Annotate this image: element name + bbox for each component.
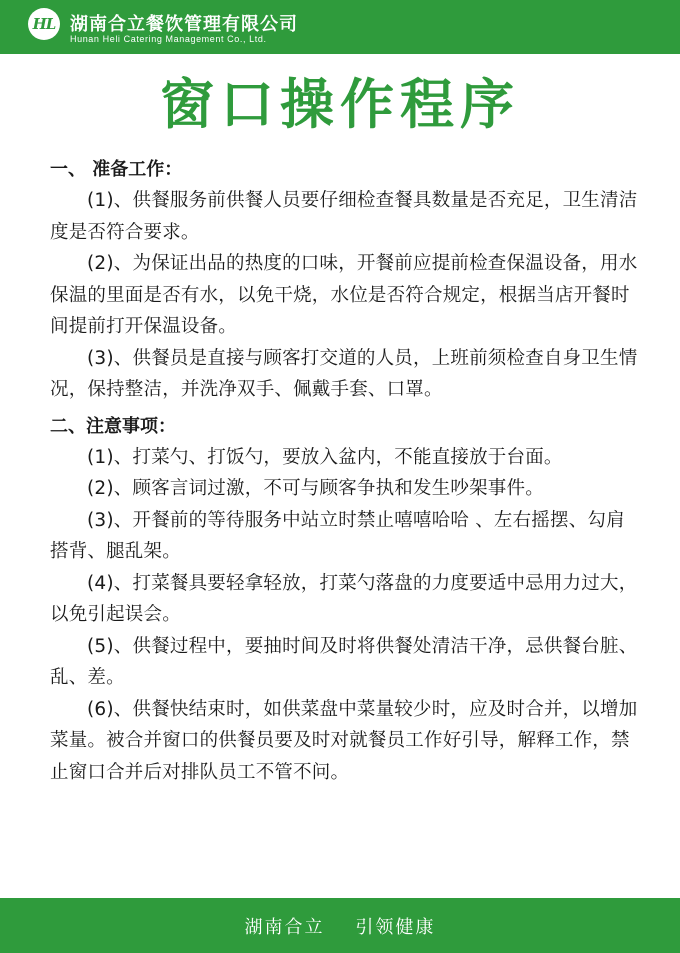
company-name-en: Hunan Heli Catering Management Co., Ltd.	[70, 34, 267, 44]
paragraph: (4)、打菜餐具要轻拿轻放，打菜勺落盘的力度要适中忌用力过大，以免引起误会。	[50, 572, 638, 625]
paragraph: (6)、供餐快结束时，如供菜盘中菜量较少时，应及时合并，以增加菜量。被合并窗口的供餐员要及时对就餐员工作好引导，解释工作，禁止窗口合并后对排队员工不管不问。	[50, 698, 638, 783]
company-name-zh: 湖南合立餐饮管理有限公司	[70, 14, 298, 35]
paragraph: (2)、顾客言词过激，不可与顾客争执和发生吵架事件。	[87, 478, 544, 499]
paragraph: (3)、供餐员是直接与顾客打交道的人员，上班前须检查自身卫生情况，保持整洁，并洗净双手、佩戴手套、口罩。	[50, 347, 638, 400]
paragraph: (1)、打菜勺、打饭勺，要放入盆内，不能直接放于台面。	[87, 446, 563, 468]
paragraph: (2)、为保证出品的热度的口味，开餐前应提前检查保温设备，用水保温的里面是否有水，以免干烧，水位是否符合规定，根据当店开餐时间提前打开保温设备。	[50, 253, 638, 337]
paragraph: (3)、开餐前的等待服务中站立时禁止嘻嘻哈哈 、左右摇摆、勾肩搭背、腿乱架。	[50, 509, 625, 562]
section-heading-notes: 二、注意事项：	[50, 415, 176, 437]
paragraph: (5)、供餐过程中，要抽时间及时将供餐处清洁干净，忌供餐台脏、乱、差。	[50, 635, 638, 688]
footer-slogan: 湖南合立 引领健康	[244, 916, 436, 938]
page-title: 窗口操作程序	[160, 73, 520, 136]
header-bar	[0, 0, 680, 54]
footer-bar	[0, 898, 680, 953]
document-body	[50, 155, 638, 788]
paragraph: (1)、供餐服务前供餐人员要仔细检查餐具数量是否充足，卫生清洁度是否符合要求。	[50, 190, 638, 243]
company-logo	[28, 8, 60, 40]
logo-text: HL	[32, 15, 56, 33]
section-heading-preparation: 一、 准备工作：	[50, 159, 183, 180]
